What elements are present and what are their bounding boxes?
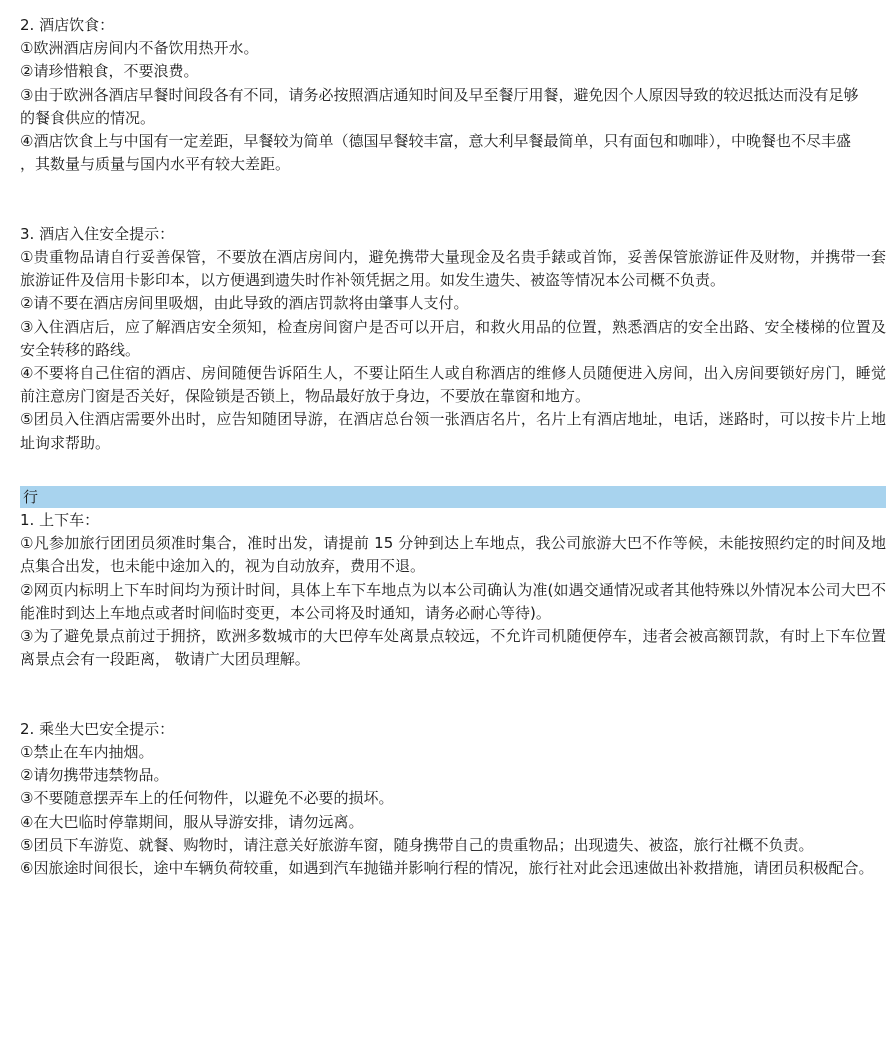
bus-safety-heading: 2. 乘坐大巴安全提示：: [20, 719, 175, 738]
hotel-safety-heading: 3. 酒店入住安全提示：: [20, 224, 175, 243]
hotel-dining-item: 的餐食供应的情况。: [20, 108, 156, 127]
bus-safety-item: ⑤团员下车游览、就餐、购物时，请注意关好旅游车窗，随身携带自己的贵重物品；出现遗失、被盗，旅行社概不负责。: [20, 835, 814, 854]
hotel-safety-item: ③入住酒店后，应了解酒店安全须知，检查房间窗户是否可以开启，和救火用品的位置，熟悉酒店的安全出路、安全楼梯的位置及安全转移的路线。: [20, 317, 886, 359]
hotel-dining-item: ③由于欧洲各酒店早餐时间段各有不同，请务必按照酒店通知时间及早至餐厅用餐，避免因个人原因导致的较迟抵达而没有足够: [20, 85, 859, 104]
boarding-heading: 1. 上下车：: [20, 511, 100, 530]
hotel-dining-item: ②请珍惜粮食，不要浪费。: [20, 62, 199, 81]
hotel-dining-item: ，其数量与质量与国内水平有较大差距。: [20, 155, 291, 174]
boarding-section: [20, 509, 886, 671]
bus-safety-item: ⑥因旅途时间很长，途中车辆负荷较重，如遇到汽车抛锚并影响行程的情况，旅行社对此会迅速做出补救措施，请团员积极配合。: [20, 859, 874, 878]
hotel-dining-item: ①欧洲酒店房间内不备饮用热开水。: [20, 39, 259, 58]
spacer: [20, 695, 886, 718]
bus-safety-item: ③不要随意摆弄车上的任何物件，以避免不必要的损坏。: [20, 789, 394, 808]
spacer: [20, 671, 886, 694]
bus-safety-item: ②请勿携带违禁物品。: [20, 766, 169, 785]
hotel-safety-item: ④不要将自己住宿的酒店、房间随便告诉陌生人，不要让陌生人或自称酒店的维修人员随便进入房间，出入房间要锁好房门，睡觉前注意房门窗是否关好，保险锁是否锁上，物品最好放于身边，不要放在靠窗和地方。: [20, 364, 886, 406]
bus-safety-item: ①禁止在车内抽烟。: [20, 743, 154, 762]
boarding-item: ③为了避免景点前过于拥挤，欧洲多数城市的大巴停车处离景点较远，不允许司机随便停车，违者会被高额罚款，有时上下车位置离景点会有一段距离， 敬请广大团员理解。: [20, 627, 886, 669]
transport-section-bar: 行: [20, 486, 886, 508]
hotel-dining-heading: 2. 酒店饮食：: [20, 16, 115, 34]
spacer: [20, 176, 886, 199]
hotel-safety-section: [20, 223, 886, 455]
hotel-dining-section: [20, 14, 886, 176]
bus-safety-section: [20, 718, 886, 880]
spacer: [20, 200, 886, 223]
boarding-item: ②网页内标明上下车时间均为预计时间，具体上车下车地点为以本公司确认为准(如遇交通情况或者其他特殊以外情况本公司大巴不能准时到达上车地点或者时间临时变更，本公司将及时通知，请务必耐心等待)。: [20, 580, 886, 622]
hotel-safety-item: ②请不要在酒店房间里吸烟，由此导致的酒店罚款将由肇事人支付。: [20, 294, 469, 313]
hotel-safety-item: ⑤团员入住酒店需要外出时，应告知随团导游，在酒店总台领一张酒店名片，名片上有酒店地址，电话，迷路时，可以按卡片上地址询求帮助。: [20, 410, 886, 452]
hotel-safety-item: ①贵重物品请自行妥善保管，不要放在酒店房间内，避免携带大量现金及名贵手錶或首饰，妥善保管旅游证件及财物，并携带一套旅游证件及信用卡影印本，以方便遇到遗失时作补领凭据之用。如发生遗失、被盗等情况本公司概不负责。: [20, 248, 886, 290]
bus-safety-item: ④在大巴临时停靠期间，服从导游安排，请勿远离。: [20, 812, 364, 831]
boarding-item: ①凡参加旅行团团员须准时集合，准时出发，请提前 15 分钟到达上车地点，我公司旅游大巴不作等候，未能按照约定的时间及地点集合出发，也未能中途加入的，视为自动放弃，费用不退。: [20, 534, 886, 576]
document-page: [20, 14, 886, 880]
spacer: [20, 455, 886, 478]
hotel-dining-item: ④酒店饮食上与中国有一定差距，早餐较为简单（德国早餐较丰富，意大利早餐最简单，只有面包和咖啡），中晚餐也不尽丰盛: [20, 132, 851, 151]
